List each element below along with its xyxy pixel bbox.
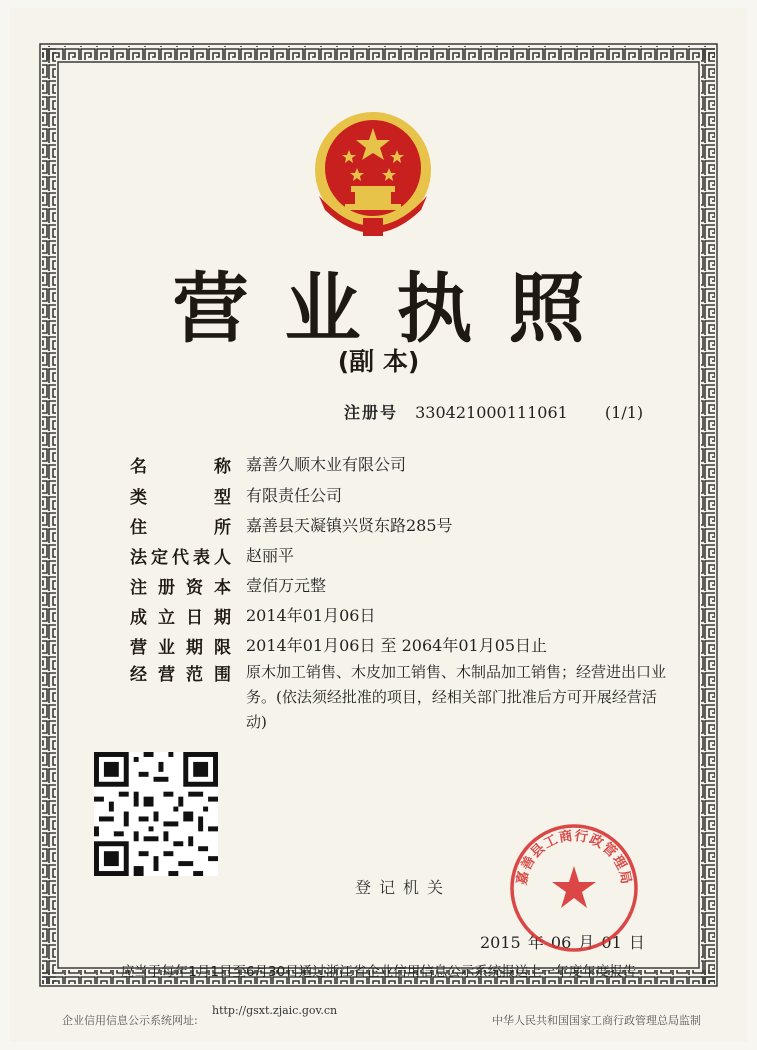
registration-value: 330421000111061	[415, 403, 568, 422]
field-value: 2014年01月06日 至 2064年01月05日止	[246, 636, 548, 655]
page-subtitle: (副 本)	[337, 347, 420, 376]
national-emblem-icon	[305, 106, 441, 244]
field-value: 2014年01月06日	[246, 606, 376, 625]
footer-supervisor: 中华人民共和国国家工商行政管理总局监制	[492, 1014, 701, 1027]
qr-code-icon[interactable]	[94, 752, 218, 876]
footer-system-label: 企业信用信息公示系统网址:	[62, 1014, 198, 1027]
field-label: 经营范围	[130, 665, 231, 685]
field-label: 法定代表人	[130, 548, 231, 568]
field-label: 名称	[130, 457, 231, 477]
field-label: 住所	[130, 518, 231, 538]
registration-page: (1/1)	[604, 403, 644, 422]
field-value: 有限责任公司	[246, 486, 343, 505]
field-label: 营业期限	[130, 638, 231, 658]
field-value: 壹佰万元整	[246, 576, 327, 595]
field-label: 类型	[130, 488, 231, 508]
field-value: 原木加工销售、木皮加工销售、木制品加工销售；经营进出口业务。(依法须经批准的项目，经相关部门批准后方可开展经营活动)	[246, 663, 667, 731]
field-value: 嘉善县天凝镇兴贤东路285号	[246, 516, 453, 535]
annual-report-notice: 应当于每年1月1日至6月30日通过浙江省企业信用信息公示系统报送上一年度年度报告	[120, 964, 637, 980]
issue-date: 2015 年 06 月 01 日	[480, 933, 645, 952]
footer-url-link[interactable]: http://gsxt.zjaic.gov.cn	[212, 1004, 338, 1017]
page-title: 营业执照	[172, 264, 621, 353]
registration-label: 注册号	[344, 403, 399, 422]
field-value: 赵丽平	[246, 546, 295, 565]
registration-authority: 登记机关	[355, 878, 452, 897]
field-label: 注册资本	[130, 578, 231, 598]
registration-number	[344, 400, 643, 423]
field-label: 成立日期	[130, 608, 231, 628]
field-value: 嘉善久顺木业有限公司	[246, 455, 407, 474]
seal-text: 嘉善县工商行政管理局	[513, 827, 635, 887]
official-seal-icon	[508, 822, 640, 954]
